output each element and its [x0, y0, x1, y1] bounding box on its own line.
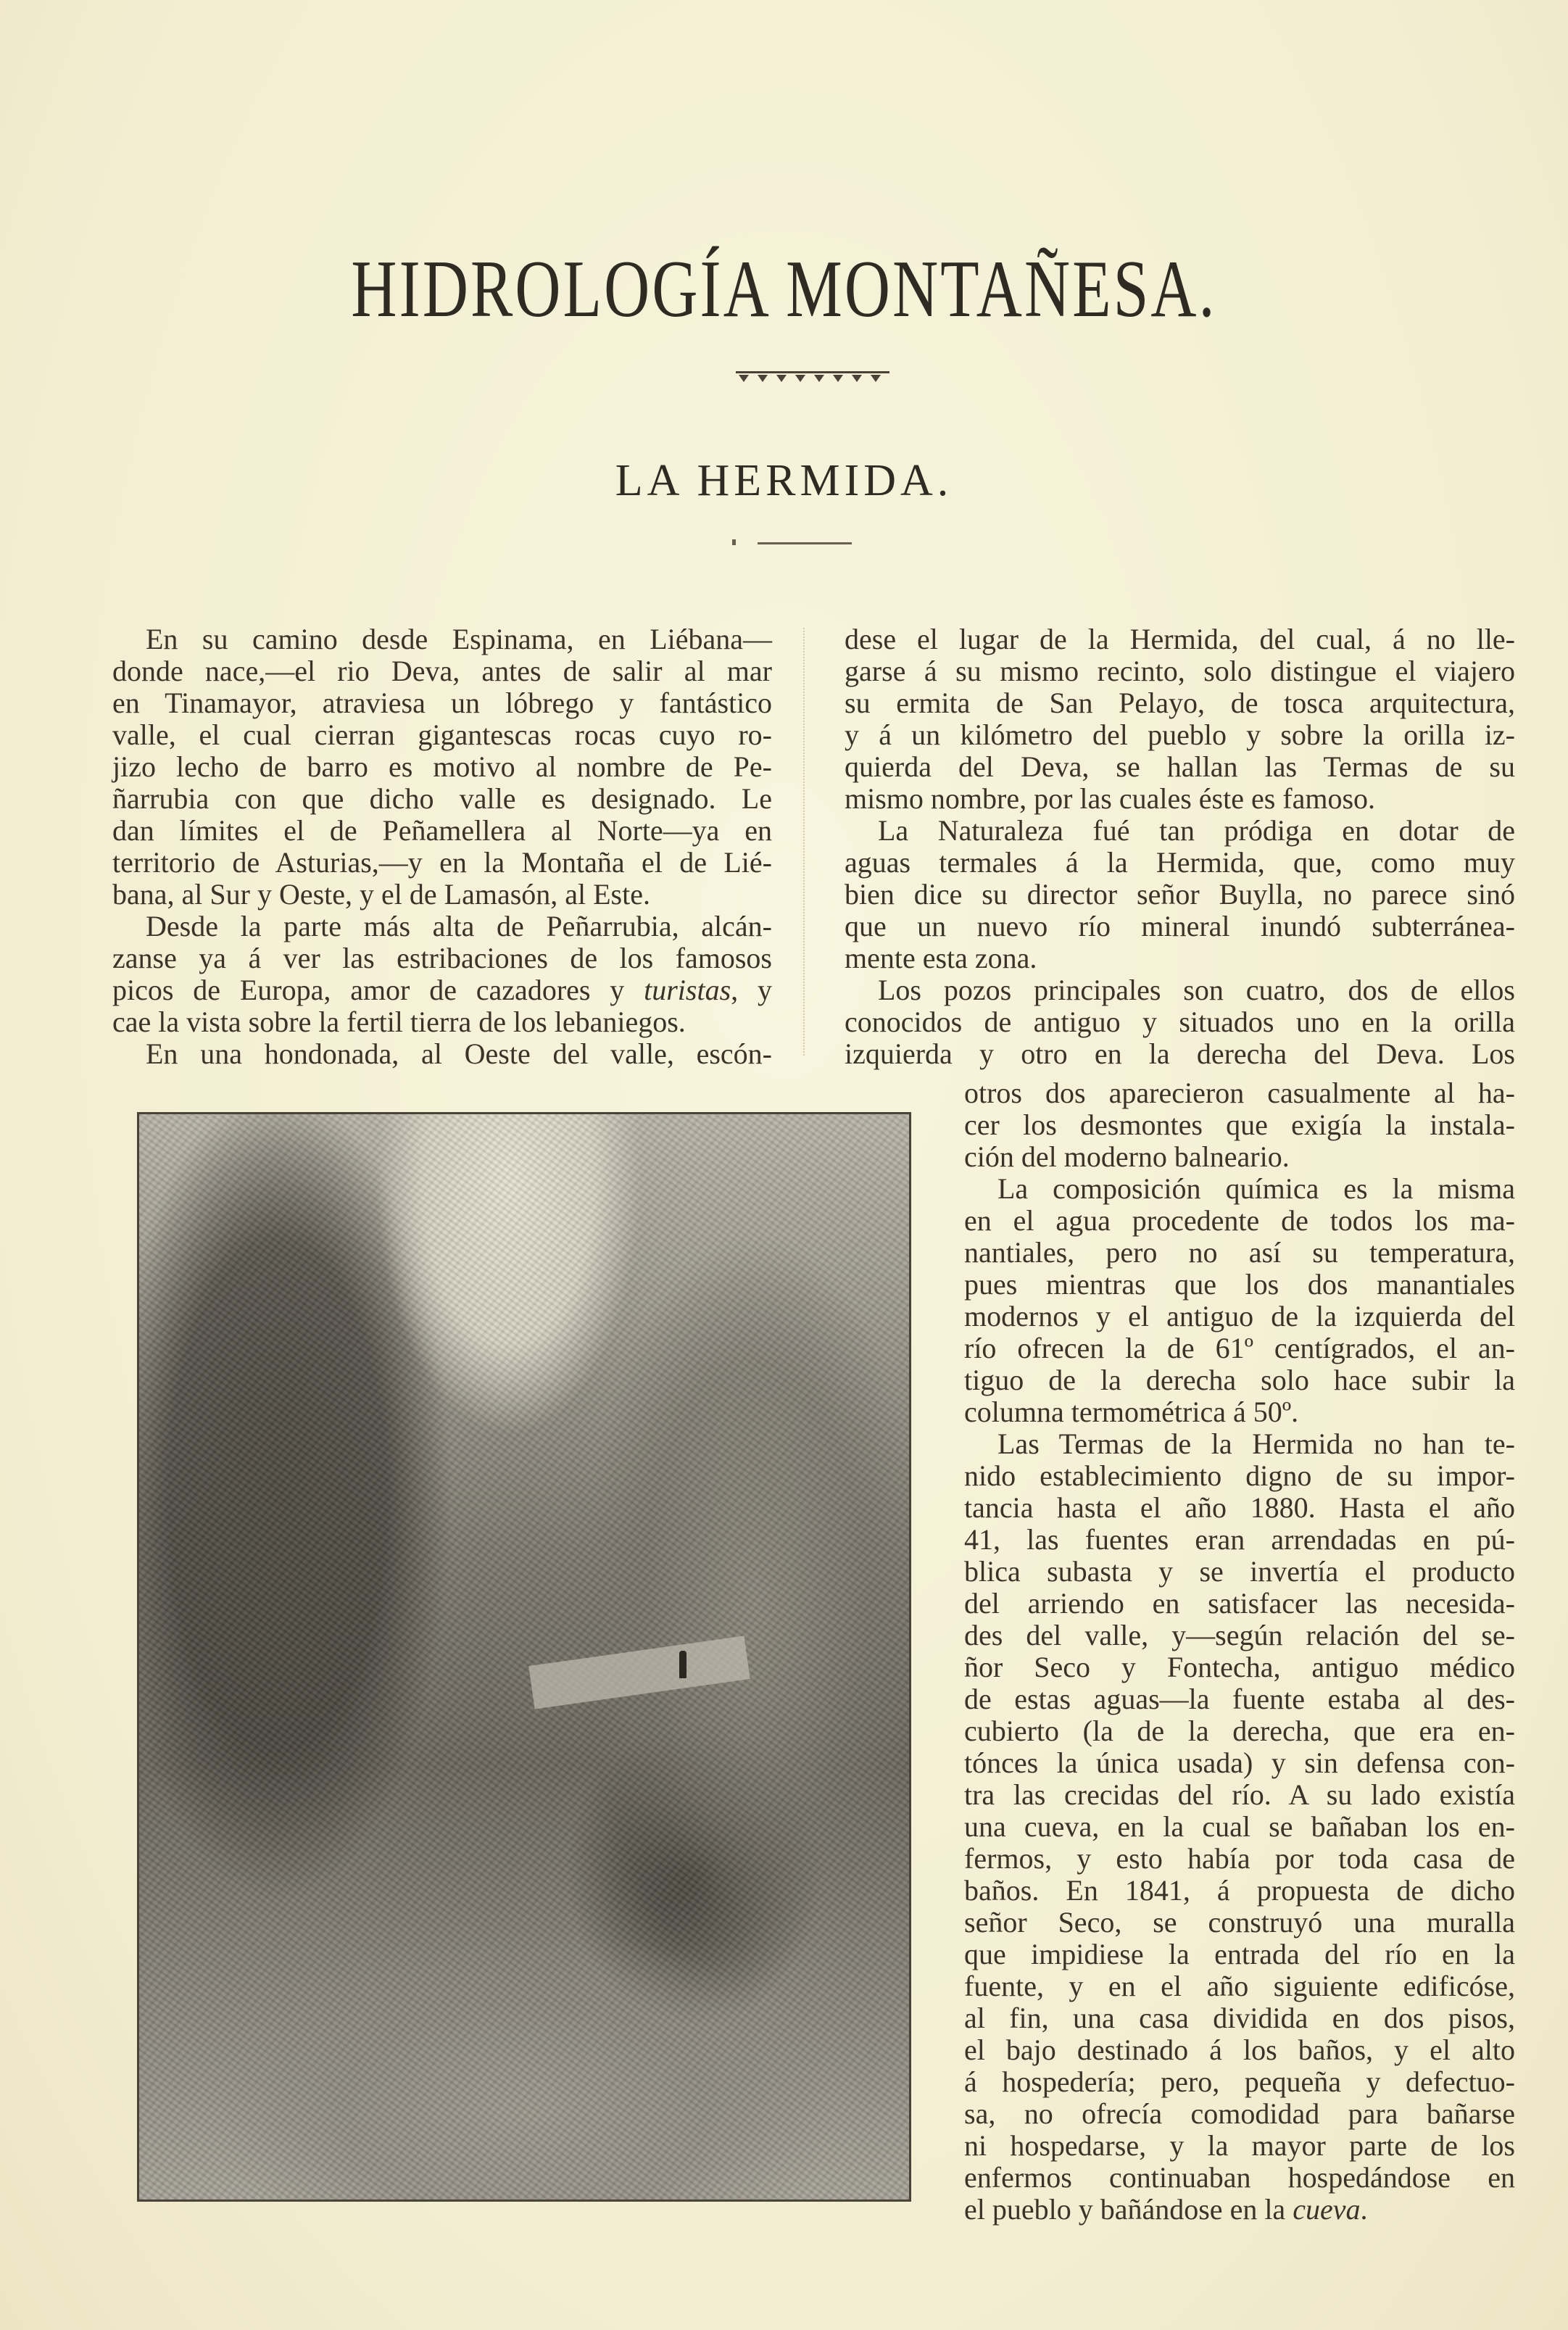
- text-line: que un nuevo río mineral inundó subterránea-: [845, 910, 1515, 942]
- text-line: una cueva, en la cual se bañaban los en-: [964, 1810, 1515, 1843]
- text-line: enfermos continuaban hospedándose en: [964, 2161, 1515, 2194]
- text-line: jizo lecho de barro es motivo al nombre de Pe-: [112, 750, 772, 783]
- text-line: blica subasta y se invertía el producto: [964, 1555, 1515, 1588]
- paragraph: [112, 623, 772, 911]
- text-line: señor Seco, se construyó una muralla: [964, 1906, 1515, 1939]
- text-line: en el agua procedente de todos los ma-: [964, 1204, 1515, 1237]
- page-title: [0, 243, 1568, 336]
- italic-text: cueva: [1293, 2193, 1361, 2226]
- text-line: pues mientras que los dos manantiales: [964, 1268, 1515, 1301]
- paragraph: [964, 1077, 1515, 1173]
- text-line: En una hondonada, al Oeste del valle, escón-: [146, 1037, 772, 1070]
- text-line: á hospedería; pero, pequeña y defectuo-: [964, 2065, 1515, 2098]
- text-line: fermos, y esto había por toda casa de: [964, 1842, 1515, 1875]
- text-line: en Tinamayor, atraviesa un lóbrego y fantástico: [112, 687, 772, 719]
- text-line: izquierda y otro en la derecha del Deva. Los: [845, 1037, 1515, 1070]
- text-line: 41, las fuentes eran arrendadas en pú-: [964, 1523, 1515, 1556]
- text-line: al fin, una casa dividida en dos pisos,: [964, 2002, 1515, 2034]
- text-line: Los pozos principales son cuatro, dos de ellos: [878, 974, 1515, 1006]
- text-column-right-bottom: [964, 1077, 1515, 2226]
- text-line: su ermita de San Pelayo, de tosca arquitectura,: [845, 687, 1515, 719]
- photo-gorge-la-hermida: [137, 1112, 911, 2202]
- text-line: des del valle, y—según relación del se-: [964, 1619, 1515, 1651]
- text-line: nido establecimiento digno de su impor-: [964, 1459, 1515, 1492]
- title-ornament: [736, 371, 889, 384]
- text-line: mente esta zona.: [845, 942, 1037, 974]
- text-line: conocidos de antiguo y situados uno en la orilla: [845, 1006, 1515, 1038]
- text-column-left: [112, 623, 772, 1070]
- text-line: y á un kilómetro del pueblo y sobre la orilla iz-: [845, 718, 1515, 751]
- text-line: río ofrecen la de 61º centígrados, el an-: [964, 1332, 1515, 1364]
- text-line: En su camino desde Espinama, en Liébana—: [146, 623, 772, 655]
- text-line: tiguo de la derecha solo hace subir la: [964, 1364, 1515, 1396]
- text-line: garse á su mismo recinto, solo distingue el viajero: [845, 655, 1515, 687]
- text-line: bien dice su director señor Buylla, no parece sinó: [845, 878, 1515, 911]
- page-title-text: HIDROLOGÍA MONTAÑESA.: [351, 244, 1217, 334]
- text-line: de estas aguas—la fuente estaba al des-: [964, 1683, 1515, 1715]
- text-line: aguas termales á la Hermida, que, como muy: [845, 846, 1515, 879]
- text-segment: el pueblo y bañándose en la: [964, 2193, 1293, 2226]
- subtitle-ornament-dot: [732, 539, 736, 545]
- text-line: que impidiese la entrada del río en la: [964, 1938, 1515, 1970]
- text-line: cubierto (la de la derecha, que era en-: [964, 1715, 1515, 1747]
- paragraph: [845, 974, 1515, 1070]
- text-line: quierda del Deva, se hallan las Termas de su: [845, 750, 1515, 783]
- paragraph: [964, 1428, 1515, 2226]
- text-line: ni hospedarse, y la mayor parte de los: [964, 2129, 1515, 2162]
- text-line: zanse ya á ver las estribaciones de los famosos: [112, 942, 772, 974]
- photo-figure: [679, 1651, 686, 1678]
- paragraph: [112, 1038, 772, 1070]
- text-line: bana, al Sur y Oeste, y el de Lamasón, al Este.: [112, 878, 650, 911]
- text-segment: picos de Europa, amor de cazadores y: [112, 974, 644, 1006]
- text-line: territorio de Asturias,—y en la Montaña el de Lié-: [112, 846, 772, 879]
- section-title: LA HERMIDA.: [615, 456, 953, 505]
- text-line: ñor Seco y Fontecha, antiguo médico: [964, 1651, 1515, 1683]
- text-segment: , y: [731, 974, 773, 1006]
- paragraph: [112, 911, 772, 1038]
- text-line: ción del moderno balneario.: [964, 1140, 1290, 1173]
- photo-texture: [139, 1114, 909, 2200]
- text-line: tra las crecidas del río. A su lado existía: [964, 1778, 1515, 1811]
- text-line: sa, no ofrecía comodidad para bañarse: [964, 2097, 1515, 2130]
- text-line: nantiales, pero no así su temperatura,: [964, 1236, 1515, 1269]
- text-line: modernos y el antiguo de la izquierda del: [964, 1300, 1515, 1332]
- text-line: valle, el cual cierran gigantescas rocas cuyo ro-: [112, 718, 772, 751]
- text-line: Desde la parte más alta de Peñarrubia, alcán-: [146, 910, 772, 942]
- text-line: La composición química es la misma: [997, 1172, 1515, 1205]
- text-line: dese el lugar de la Hermida, del cual, á no lle-: [845, 623, 1515, 655]
- text-line: tancia hasta el año 1880. Hasta el año: [964, 1491, 1515, 1524]
- text-line: dan límites el de Peñamellera al Norte—ya en: [112, 814, 772, 847]
- text-line: Las Termas de la Hermida no han te-: [997, 1427, 1515, 1460]
- text-line: fuente, y en el año siguiente edificóse,: [964, 1970, 1515, 2002]
- text-line: baños. En 1841, á propuesta de dicho: [964, 1874, 1515, 1907]
- text-line: tónces la única usada) y sin defensa con-: [964, 1746, 1515, 1779]
- text-line: [964, 2194, 1515, 2226]
- paragraph: [845, 815, 1515, 974]
- text-line: ñarrubia con que dicho valle es designado. Le: [112, 782, 772, 815]
- text-line: cer los desmontes que exigía la instala-: [964, 1108, 1515, 1141]
- paragraph: [964, 1173, 1515, 1428]
- text-line: columna termométrica á 50º.: [964, 1396, 1299, 1428]
- text-line: del arriendo en satisfacer las necesida-: [964, 1587, 1515, 1620]
- text-line: donde nace,—el rio Deva, antes de salir al mar: [112, 655, 772, 687]
- paragraph: [845, 623, 1515, 815]
- italic-text: turistas: [644, 974, 731, 1006]
- subtitle-ornament: [758, 542, 852, 547]
- text-line: cae la vista sobre la fertil tierra de los lebaniegos.: [112, 1006, 686, 1038]
- text-line: el bajo destinado á los baños, y el alto: [964, 2033, 1515, 2066]
- text-line: [112, 974, 772, 1006]
- text-segment: .: [1360, 2193, 1368, 2226]
- text-line: mismo nombre, por las cuales éste es famoso.: [845, 782, 1376, 815]
- column-divider: [803, 628, 805, 1056]
- text-line: otros dos aparecieron casualmente al ha-: [964, 1077, 1515, 1109]
- text-column-right-top: [845, 623, 1515, 1070]
- text-line: La Naturaleza fué tan pródiga en dotar de: [878, 814, 1515, 847]
